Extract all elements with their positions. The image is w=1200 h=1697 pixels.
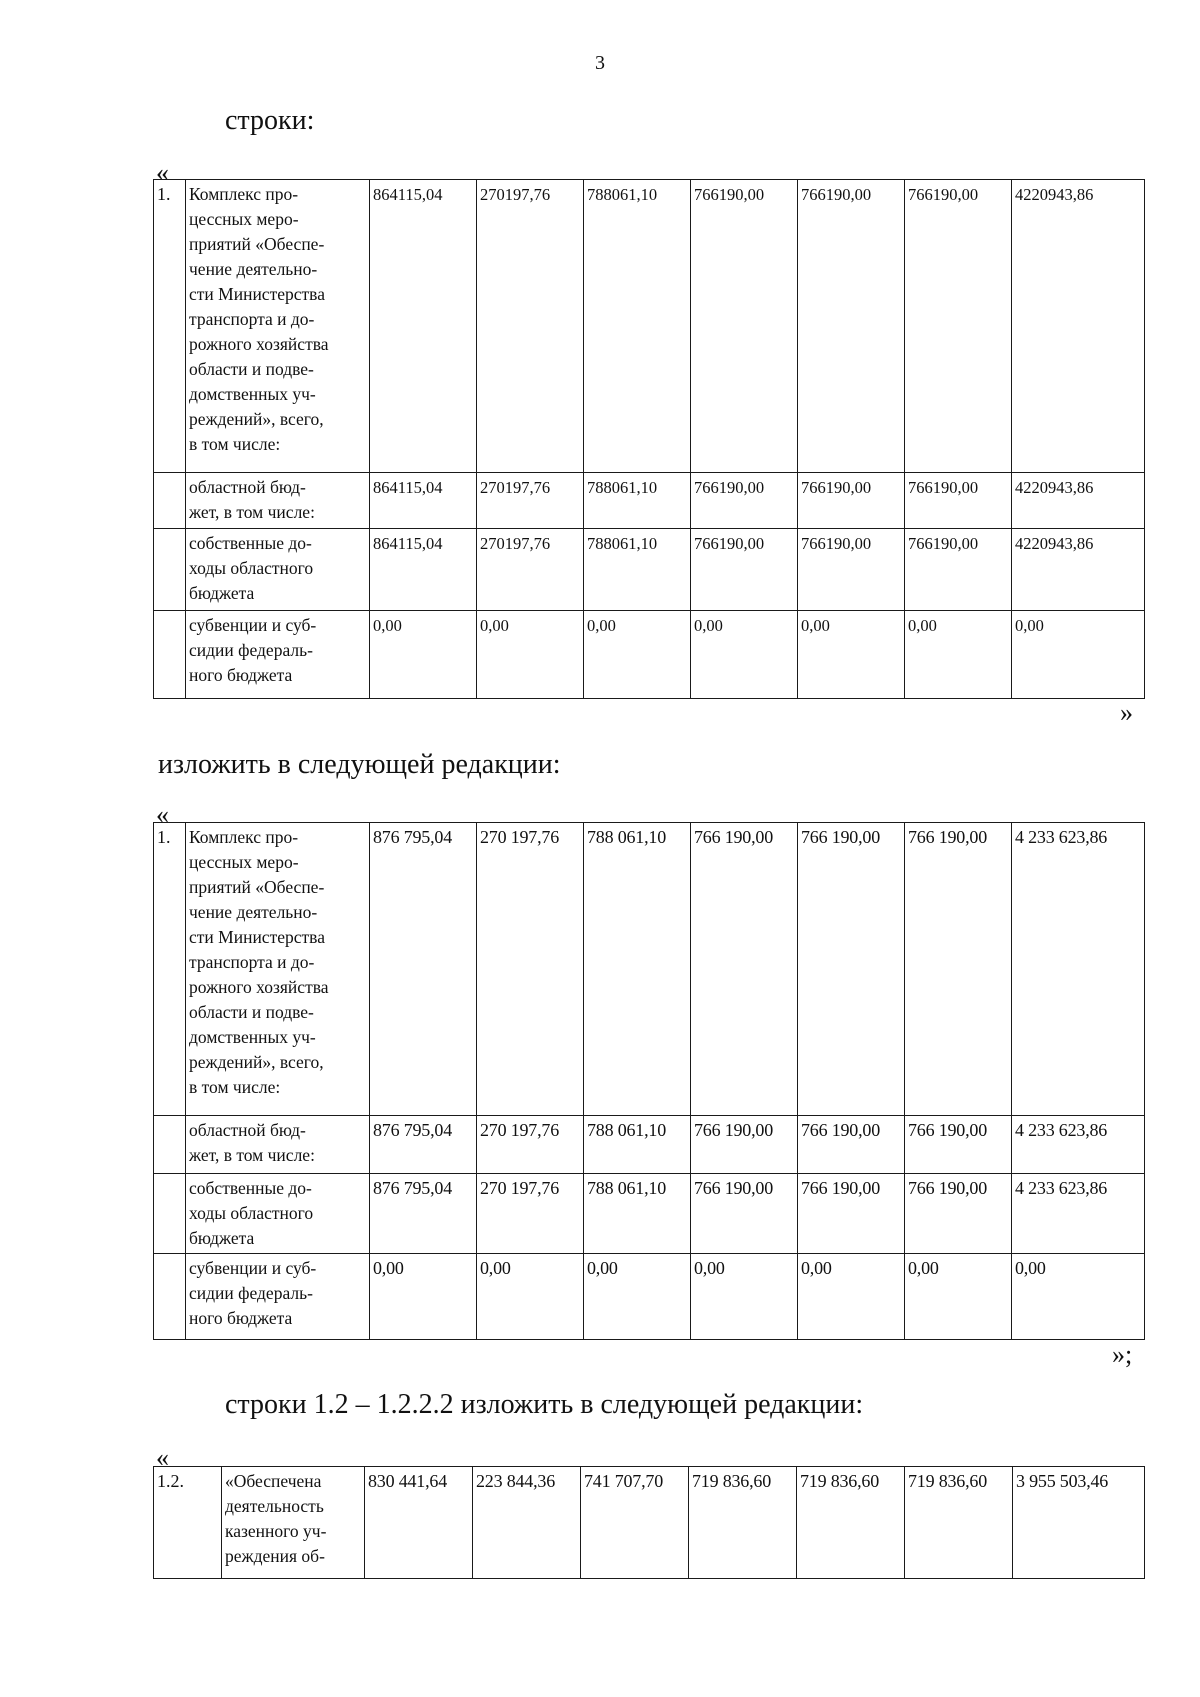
row-index bbox=[154, 473, 186, 529]
table-row bbox=[154, 1467, 1145, 1579]
row-label: собственные до- ходы областного бюджета bbox=[186, 1174, 370, 1254]
value-cell: 0,00 bbox=[798, 611, 905, 699]
row-index bbox=[154, 529, 186, 611]
value-cell: 766190,00 bbox=[798, 473, 905, 529]
table-row bbox=[154, 473, 1145, 529]
value-cell: 223 844,36 bbox=[473, 1467, 581, 1579]
row-index bbox=[154, 1116, 186, 1174]
row-index: 1. bbox=[154, 180, 186, 473]
value-cell: 766 190,00 bbox=[905, 823, 1012, 1116]
close-quote-old-table: » bbox=[1120, 698, 1133, 727]
value-cell: 0,00 bbox=[584, 611, 691, 699]
table-row bbox=[154, 611, 1145, 699]
value-cell: 0,00 bbox=[905, 611, 1012, 699]
value-cell: 788061,10 bbox=[584, 180, 691, 473]
page-number: 3 bbox=[595, 52, 605, 74]
value-cell: 741 707,70 bbox=[581, 1467, 689, 1579]
value-cell: 766190,00 bbox=[691, 180, 798, 473]
value-cell: 766190,00 bbox=[691, 473, 798, 529]
new-table bbox=[153, 822, 1145, 1340]
value-cell: 766 190,00 bbox=[691, 1116, 798, 1174]
value-cell: 766190,00 bbox=[905, 529, 1012, 611]
value-cell: 766 190,00 bbox=[798, 823, 905, 1116]
value-cell: 766 190,00 bbox=[798, 1174, 905, 1254]
value-cell: 830 441,64 bbox=[365, 1467, 473, 1579]
value-cell: 0,00 bbox=[584, 1254, 691, 1340]
value-cell: 270 197,76 bbox=[477, 823, 584, 1116]
value-cell: 270197,76 bbox=[477, 473, 584, 529]
row-index bbox=[154, 1174, 186, 1254]
value-cell: 788 061,10 bbox=[584, 1174, 691, 1254]
value-cell: 766 190,00 bbox=[691, 823, 798, 1116]
value-cell: 719 836,60 bbox=[797, 1467, 905, 1579]
value-cell: 0,00 bbox=[370, 611, 477, 699]
row-label: областной бюд- жет, в том числе: bbox=[186, 1116, 370, 1174]
value-cell: 766 190,00 bbox=[798, 1116, 905, 1174]
value-cell: 0,00 bbox=[798, 1254, 905, 1340]
row-label: «Обеспечена деятельность казенного уч- реждения об- bbox=[222, 1467, 365, 1579]
value-cell: 766 190,00 bbox=[691, 1174, 798, 1254]
row-index: 1. bbox=[154, 823, 186, 1116]
table-row bbox=[154, 180, 1145, 473]
value-cell: 0,00 bbox=[905, 1254, 1012, 1340]
value-cell: 788 061,10 bbox=[584, 1116, 691, 1174]
value-cell: 0,00 bbox=[1012, 611, 1145, 699]
value-cell: 4220943,86 bbox=[1012, 473, 1145, 529]
value-cell: 719 836,60 bbox=[905, 1467, 1013, 1579]
value-cell: 766190,00 bbox=[798, 529, 905, 611]
value-cell: 864115,04 bbox=[370, 180, 477, 473]
value-cell: 0,00 bbox=[691, 611, 798, 699]
value-cell: 270197,76 bbox=[477, 529, 584, 611]
value-cell: 876 795,04 bbox=[370, 1174, 477, 1254]
value-cell: 4 233 623,86 bbox=[1012, 823, 1145, 1116]
value-cell: 788061,10 bbox=[584, 473, 691, 529]
value-cell: 719 836,60 bbox=[689, 1467, 797, 1579]
value-cell: 4 233 623,86 bbox=[1012, 1116, 1145, 1174]
table-row bbox=[154, 823, 1145, 1116]
value-cell: 788 061,10 bbox=[584, 823, 691, 1116]
table-row bbox=[154, 1116, 1145, 1174]
value-cell: 766 190,00 bbox=[905, 1174, 1012, 1254]
value-cell: 766190,00 bbox=[691, 529, 798, 611]
row-index: 1.2. bbox=[154, 1467, 222, 1579]
value-cell: 876 795,04 bbox=[370, 1116, 477, 1174]
value-cell: 270197,76 bbox=[477, 180, 584, 473]
table-row bbox=[154, 1174, 1145, 1254]
value-cell: 766190,00 bbox=[798, 180, 905, 473]
row-index bbox=[154, 1254, 186, 1340]
table-row bbox=[154, 529, 1145, 611]
value-cell: 766 190,00 bbox=[905, 1116, 1012, 1174]
mid-heading: изложить в следующей редакции: bbox=[158, 749, 561, 780]
open-quote-bottom-table: « bbox=[156, 1443, 169, 1472]
row-label: Комплекс про- цессных меро- приятий «Обеспе- чение деятельно- сти Министерства транспорта и до- рожного хозяйства области и подве- домственных уч- реждений», всего, в том числе: bbox=[186, 823, 370, 1116]
value-cell: 876 795,04 bbox=[370, 823, 477, 1116]
value-cell: 3 955 503,46 bbox=[1013, 1467, 1145, 1579]
value-cell: 788061,10 bbox=[584, 529, 691, 611]
row-label: субвенции и суб- сидии федераль- ного бюджета bbox=[186, 611, 370, 699]
value-cell: 0,00 bbox=[691, 1254, 798, 1340]
close-quote-new-table: »; bbox=[1112, 1340, 1133, 1369]
row-label: собственные до- ходы областного бюджета bbox=[186, 529, 370, 611]
open-quote-new-table: « bbox=[156, 800, 169, 829]
row-label: областной бюд- жет, в том числе: bbox=[186, 473, 370, 529]
old-table bbox=[153, 179, 1145, 699]
value-cell: 864115,04 bbox=[370, 473, 477, 529]
value-cell: 4220943,86 bbox=[1012, 180, 1145, 473]
table-row bbox=[154, 1254, 1145, 1340]
value-cell: 766190,00 bbox=[905, 473, 1012, 529]
value-cell: 864115,04 bbox=[370, 529, 477, 611]
bottom-heading: строки 1.2 – 1.2.2.2 изложить в следующей редакции: bbox=[225, 1389, 864, 1420]
value-cell: 0,00 bbox=[370, 1254, 477, 1340]
value-cell: 766190,00 bbox=[905, 180, 1012, 473]
row-label: Комплекс про- цессных меро- приятий «Обеспе- чение деятельно- сти Министерства транспорта и до- рожного хозяйства области и подве- домственных уч- реждений», всего, в том числе: bbox=[186, 180, 370, 473]
value-cell: 4 233 623,86 bbox=[1012, 1174, 1145, 1254]
bottom-table bbox=[153, 1466, 1145, 1579]
value-cell: 0,00 bbox=[1012, 1254, 1145, 1340]
value-cell: 270 197,76 bbox=[477, 1116, 584, 1174]
intro-heading: строки: bbox=[225, 105, 315, 136]
value-cell: 0,00 bbox=[477, 1254, 584, 1340]
row-label: субвенции и суб- сидии федераль- ного бюджета bbox=[186, 1254, 370, 1340]
value-cell: 4220943,86 bbox=[1012, 529, 1145, 611]
value-cell: 270 197,76 bbox=[477, 1174, 584, 1254]
open-quote-old-table: « bbox=[156, 158, 169, 187]
row-index bbox=[154, 611, 186, 699]
value-cell: 0,00 bbox=[477, 611, 584, 699]
